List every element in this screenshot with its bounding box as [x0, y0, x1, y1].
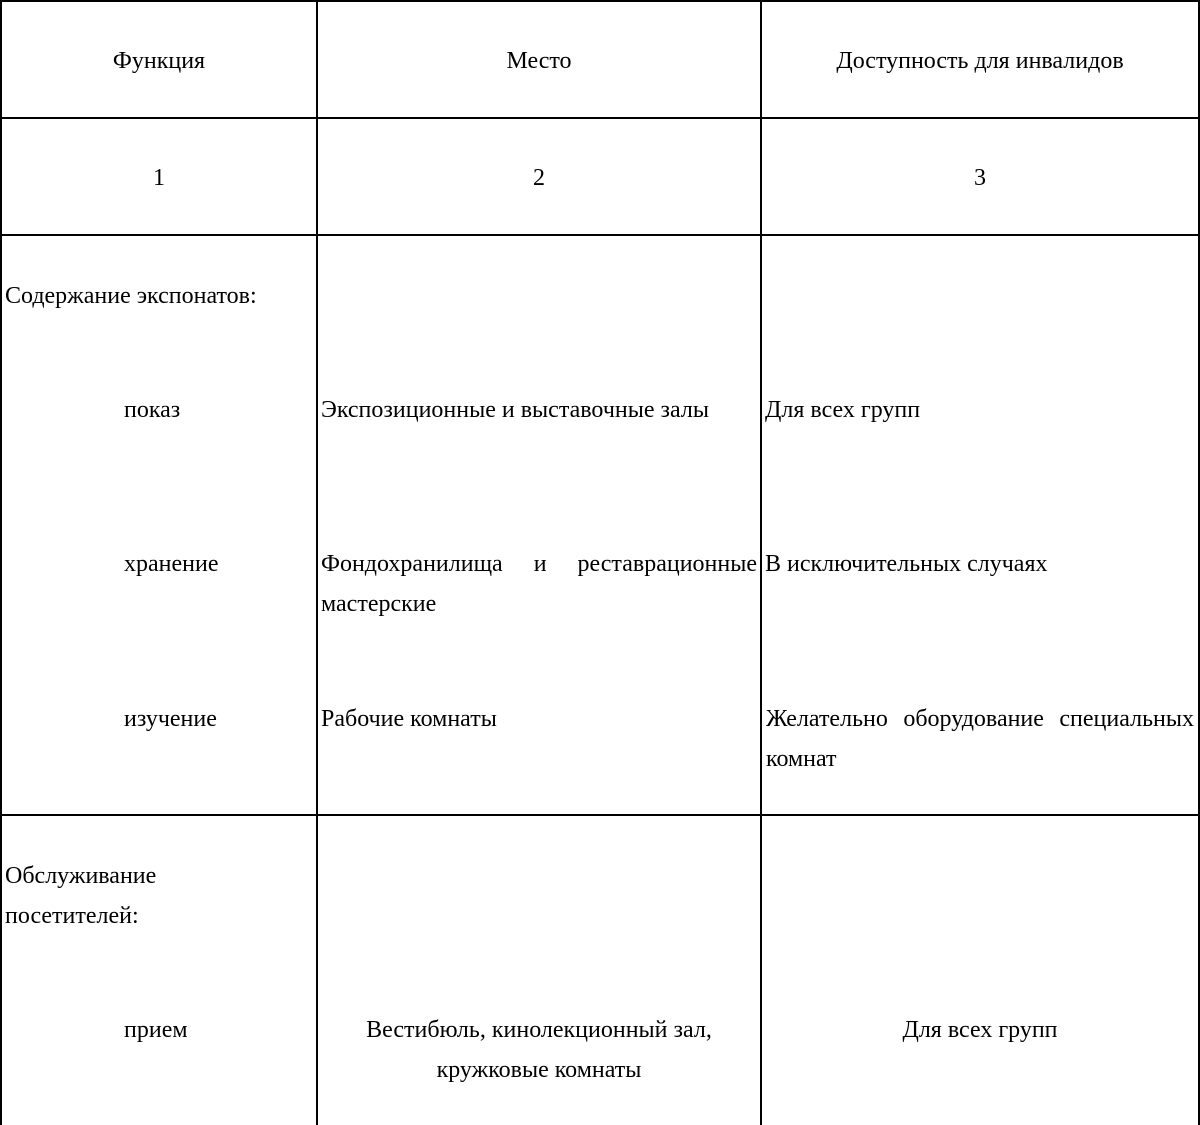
place-work-rooms: Рабочие комнаты: [321, 706, 497, 732]
header-accessibility: Доступность для инвалидов: [836, 48, 1124, 74]
place-lobby-halls: Вестибюль, кинолекционный зал, кружковые комнаты: [366, 1017, 712, 1083]
function-storage: хранение: [124, 551, 219, 577]
column-number-2: 2: [533, 165, 545, 191]
row-divider-numbers: [0, 234, 1200, 236]
access-special-rooms: Желательно оборудование специальных комнат: [766, 706, 1194, 772]
row-divider-header: [0, 117, 1200, 119]
border-top: [0, 0, 1200, 2]
access-exceptional-cases: В исключительных случаях: [765, 551, 1048, 577]
place-exhibition-halls: Экспозиционные и выставочные залы: [321, 397, 709, 423]
function-reception: прием: [124, 1017, 188, 1043]
place-storage-rooms: Фондохранилища и реставрационные мастерские: [321, 551, 757, 617]
function-display: показ: [124, 397, 181, 423]
column-number-3: 3: [974, 165, 986, 191]
section-title-visitors: Обслуживание посетителей:: [5, 863, 157, 929]
access-all-groups-2: Для всех групп: [902, 1017, 1058, 1043]
column-number-1: 1: [153, 165, 165, 191]
header-place: Место: [506, 48, 572, 74]
access-all-groups-1: Для всех групп: [765, 397, 921, 423]
header-function: Функция: [112, 48, 206, 74]
row-divider-section1: [0, 814, 1200, 816]
section-title-exhibits: Содержание экспонатов:: [5, 283, 257, 309]
function-study: изучение: [124, 706, 217, 732]
